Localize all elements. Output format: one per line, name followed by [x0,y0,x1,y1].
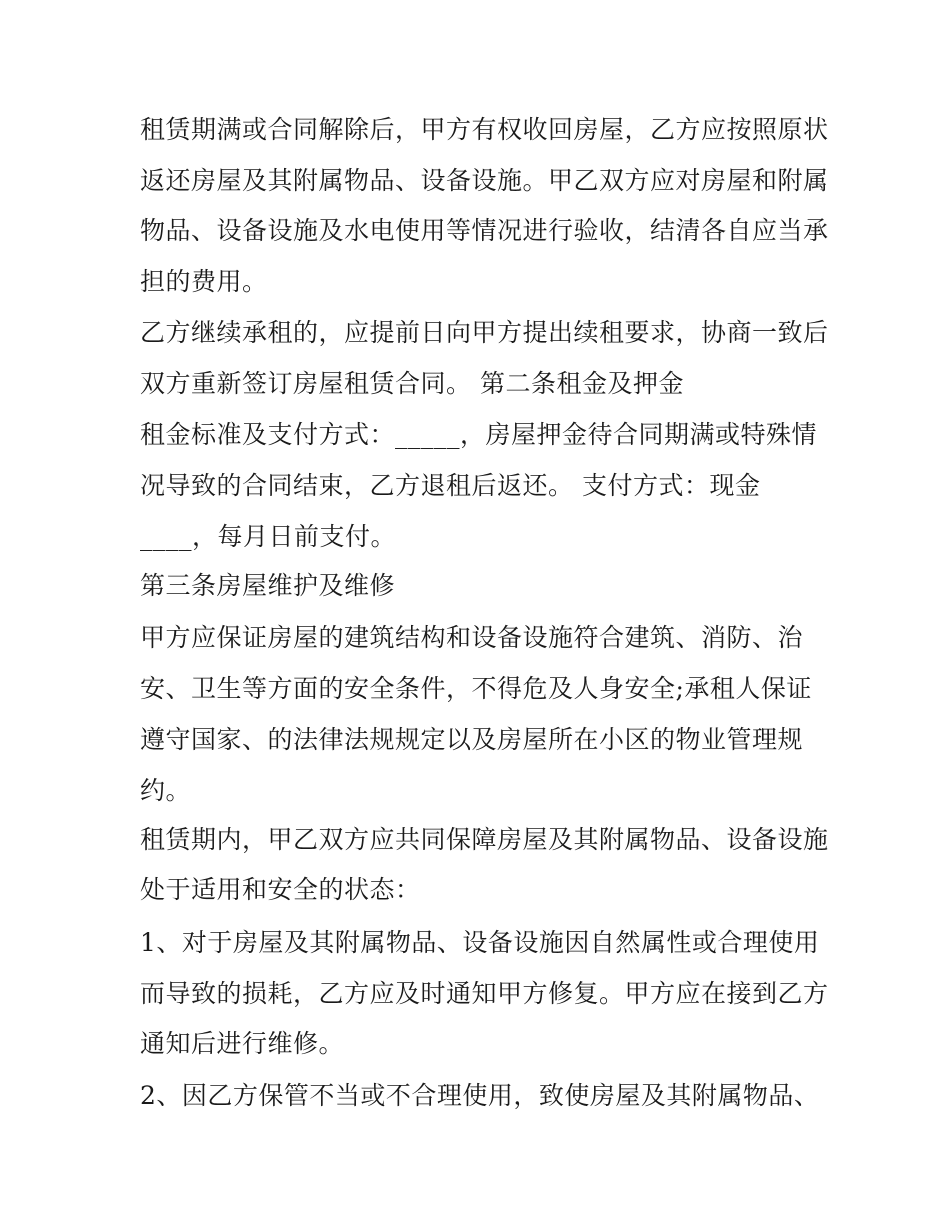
section-heading-line: 双方重新签订房屋租赁合同。 第二条租金及押金 [140,369,684,398]
text-line: 租金标准及支付方式：_____，房屋押金待合同期满或特殊情 [140,420,818,449]
text-line: 乙方继续承租的，应提前日向甲方提出续租要求，协商一致后 [140,318,829,347]
text-line: 返还房屋及其附属物品、设备设施。甲乙双方应对房屋和附属 [140,166,829,195]
text-line: 担的费用。 [140,267,268,296]
section-heading: 第三条房屋维护及维修 [140,571,396,600]
list-item-line: 而导致的损耗，乙方应及时通知甲方修复。甲方应在接到乙方 [140,979,829,1008]
text-line: 约。 [140,776,192,805]
text-line: 租赁期内，甲乙双方应共同保障房屋及其附属物品、设备设施 [140,825,829,854]
text-line: 甲方应保证房屋的建筑结构和设备设施符合建筑、消防、治 [140,623,804,652]
list-item-line: 2、因乙方保管不当或不合理使用，致使房屋及其附属物品、 [140,1081,820,1110]
list-item-line: 通知后进行维修。 [140,1029,345,1058]
text-line: 况导致的合同结束，乙方退租后返还。 支付方式：现金 [140,471,761,500]
list-item-line: 1、对于房屋及其附属物品、设备设施因自然属性或合理使用 [140,928,820,957]
text-line: 物品、设备设施及水电使用等情况进行验收，结清各自应当承 [140,216,829,245]
text-line: 租赁期满或合同解除后，甲方有权收回房屋，乙方应按照原状 [140,115,829,144]
text-line: 遵守国家、的法律法规规定以及房屋所在小区的物业管理规 [140,725,804,754]
text-line: ____，每月日前支付。 [140,522,397,551]
text-line: 处于适用和安全的状态： [140,875,421,904]
text-line: 安、卫生等方面的安全条件，不得危及人身安全;承租人保证 [140,674,812,703]
